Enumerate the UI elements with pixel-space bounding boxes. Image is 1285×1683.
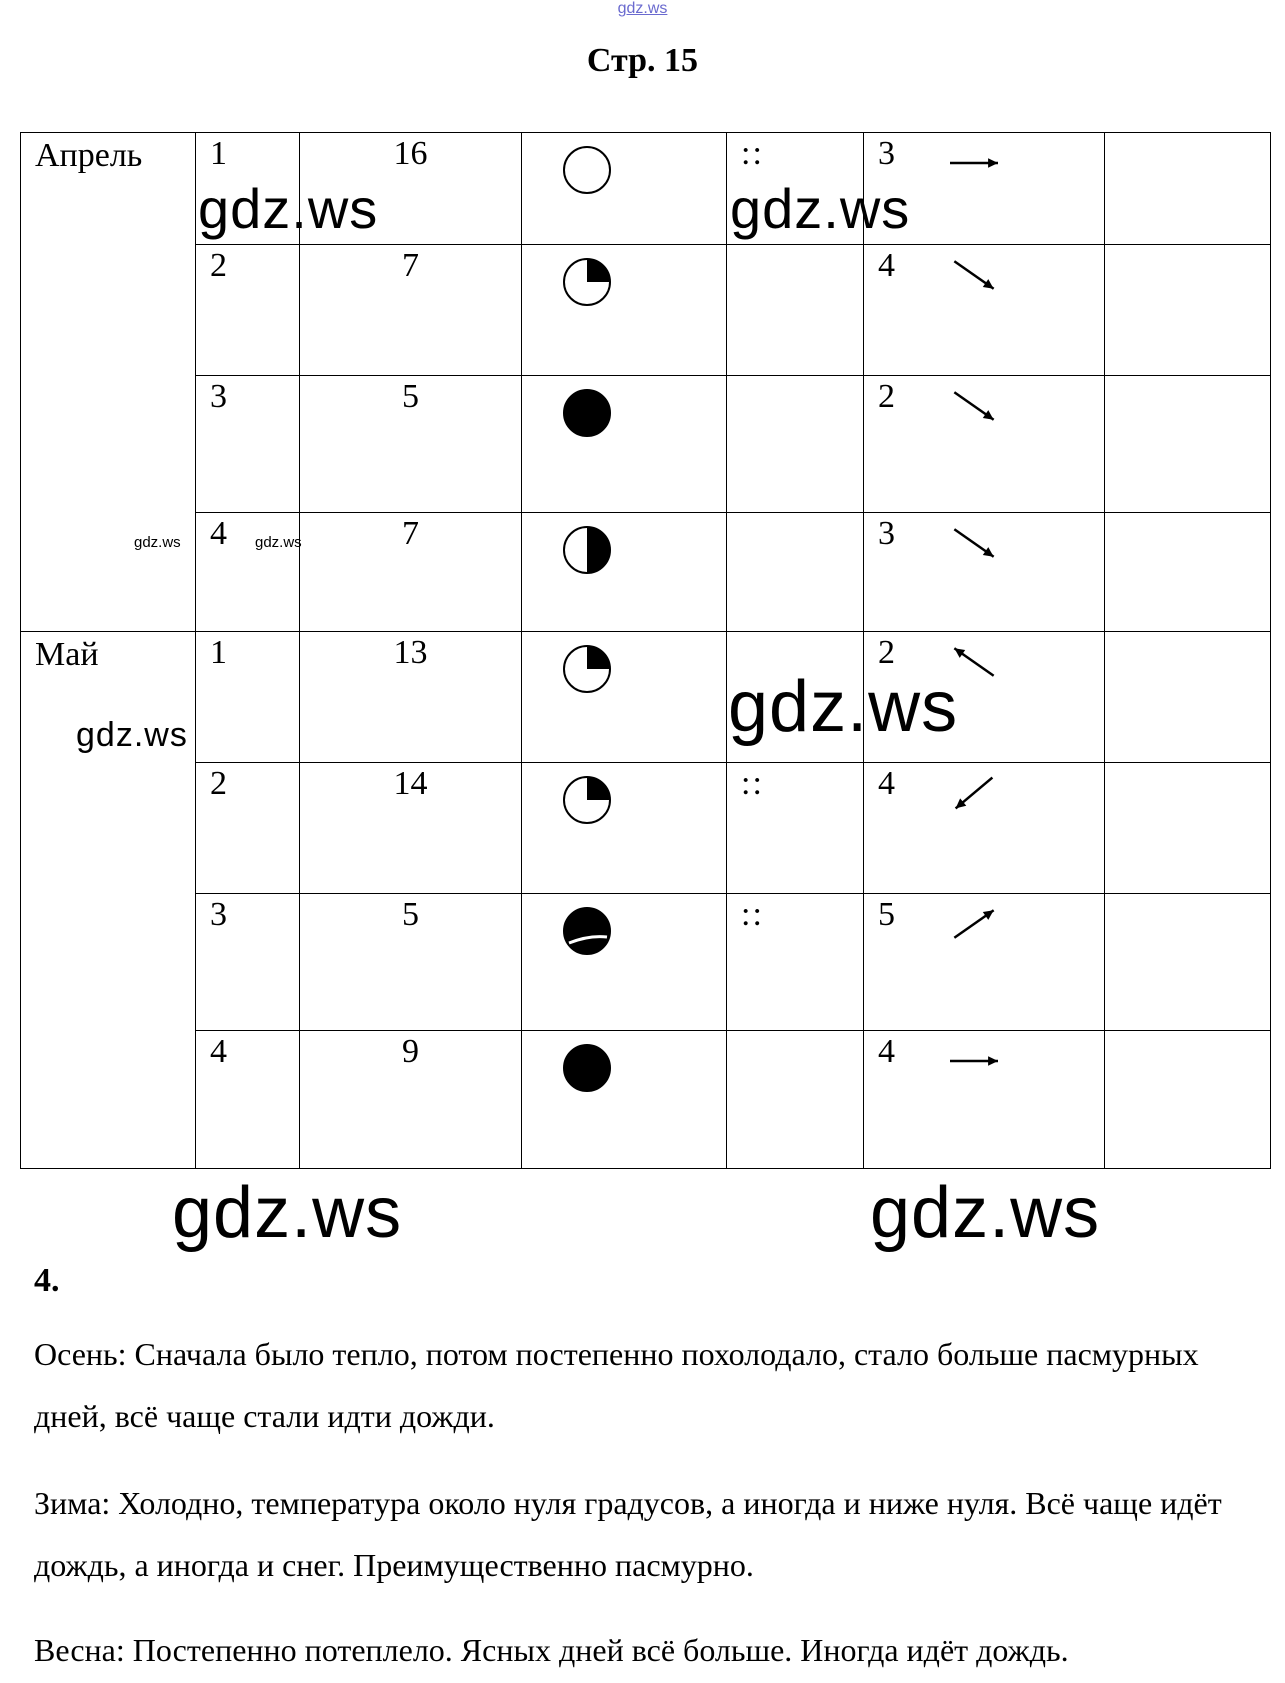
precipitation-cell: [727, 513, 864, 632]
paragraph-winter: Зима: Холодно, температура около нуля градусов, а иногда и ниже нуля. Всё чаще идёт дождь, а иногда и снег. Преимущественно пасмурно.: [34, 1485, 1222, 1583]
wind-direction-arrow-icon: [944, 253, 1004, 303]
day-cell: [196, 763, 300, 894]
day-number: 1: [210, 135, 227, 172]
day-number: 1: [210, 634, 227, 671]
cloudiness-cell: [522, 894, 727, 1031]
temperature-value: 14: [393, 765, 428, 802]
wind-cell: [864, 763, 1105, 894]
empty-cell: [1105, 763, 1271, 894]
cloudiness-cell: [522, 632, 727, 763]
day-number: 3: [210, 896, 227, 933]
paragraph-spring: Весна: Постепенно потеплело. Ясных дней всё больше. Иногда идёт дождь.: [34, 1632, 1069, 1668]
day-number: 3: [210, 378, 227, 415]
temperature-value: 5: [402, 896, 419, 933]
cloudiness-cell: [522, 245, 727, 376]
precipitation-cell: [727, 763, 864, 894]
day-cell: [196, 245, 300, 376]
section-number: 4.: [34, 1262, 60, 1299]
watermark: gdz.ws: [172, 1173, 403, 1253]
month-cell: Апрель: [21, 133, 196, 632]
cloudiness-quarter-icon: [560, 773, 614, 827]
wind-direction-arrow-icon: [944, 521, 1004, 571]
table-row: [21, 513, 1271, 632]
precipitation-cell: [727, 245, 864, 376]
day-number: 2: [210, 247, 227, 284]
empty-cell: [1105, 376, 1271, 513]
wind-force: 4: [878, 247, 895, 284]
wind-cell: [864, 513, 1105, 632]
wind-force: 3: [878, 515, 895, 552]
table-row: [21, 763, 1271, 894]
watermark: gdz.ws: [730, 177, 911, 240]
cloudiness-cell: [522, 376, 727, 513]
table-row: [21, 245, 1271, 376]
weather-table: [20, 132, 1271, 1169]
precipitation-mark: ::: [741, 896, 764, 933]
empty-cell: [1105, 133, 1271, 245]
cloudiness-quarter-icon: [560, 255, 614, 309]
table-row: [21, 894, 1271, 1031]
day-cell: [196, 632, 300, 763]
empty-cell: [1105, 1031, 1271, 1169]
day-number: 4: [210, 1033, 227, 1070]
wind-direction-arrow-icon: [944, 384, 1004, 434]
temperature-cell: [300, 1031, 522, 1169]
wind-cell: [864, 894, 1105, 1031]
empty-cell: [1105, 632, 1271, 763]
watermark: gdz.ws: [198, 177, 379, 240]
temperature-value: 5: [402, 378, 419, 415]
day-cell: [196, 376, 300, 513]
wind-force: 2: [878, 634, 895, 671]
temperature-value: 16: [393, 135, 428, 172]
temperature-cell: [300, 894, 522, 1031]
precipitation-cell: [727, 894, 864, 1031]
page-title: Стр. 15: [586, 42, 699, 79]
table-row: [21, 1031, 1271, 1169]
temperature-value: 9: [402, 1033, 419, 1070]
cloudiness-clear-icon: [560, 143, 614, 197]
wind-cell: [864, 1031, 1105, 1169]
wind-cell: [864, 376, 1105, 513]
watermark: gdz.ws: [728, 667, 959, 747]
wind-direction-arrow-icon: [944, 141, 1004, 191]
wind-force: 2: [878, 378, 895, 415]
cloudiness-mostly-icon: [560, 904, 614, 958]
temperature-value: 7: [402, 247, 419, 284]
cloudiness-overcast-icon: [560, 1041, 614, 1095]
temperature-cell: [300, 376, 522, 513]
wind-cell: [864, 245, 1105, 376]
temperature-value: 7: [402, 515, 419, 552]
table-row: [21, 376, 1271, 513]
wind-direction-arrow-icon: [944, 771, 1004, 821]
table-row: [21, 632, 1271, 763]
watermark: gdz.ws: [255, 534, 302, 551]
wind-force: 4: [878, 765, 895, 802]
temperature-cell: [300, 763, 522, 894]
wind-force: 4: [878, 1033, 895, 1070]
watermark: gdz.ws: [76, 716, 188, 754]
cloudiness-half-icon: [560, 523, 614, 577]
empty-cell: [1105, 513, 1271, 632]
precipitation-mark: ::: [741, 765, 764, 802]
cloudiness-cell: [522, 133, 727, 245]
watermark: gdz.ws: [134, 534, 181, 551]
precipitation-mark: ::: [741, 135, 764, 172]
cloudiness-cell: [522, 763, 727, 894]
month-cell: Май: [21, 632, 196, 1169]
paragraph-autumn: Осень: Сначала было тепло, потом постепенно похолодало, стало больше пасмурных дней, всё чаще стали идти дожди.: [34, 1336, 1199, 1434]
day-cell: [196, 513, 300, 632]
cloudiness-cell: [522, 1031, 727, 1169]
cloudiness-overcast-icon: [560, 386, 614, 440]
wind-direction-arrow-icon: [944, 1039, 1004, 1089]
temperature-cell: [300, 632, 522, 763]
wind-direction-arrow-icon: [944, 902, 1004, 952]
wind-force: 3: [878, 135, 895, 172]
empty-cell: [1105, 245, 1271, 376]
cloudiness-cell: [522, 513, 727, 632]
day-number: 4: [210, 515, 227, 552]
temperature-cell: [300, 513, 522, 632]
precipitation-cell: [727, 376, 864, 513]
watermark: gdz.ws: [870, 1173, 1101, 1253]
precipitation-cell: [727, 1031, 864, 1169]
top-watermark: gdz.ws: [617, 0, 668, 17]
wind-force: 5: [878, 896, 895, 933]
temperature-cell: [300, 245, 522, 376]
temperature-value: 13: [393, 634, 428, 671]
cloudiness-quarter-icon: [560, 642, 614, 696]
empty-cell: [1105, 894, 1271, 1031]
day-number: 2: [210, 765, 227, 802]
day-cell: [196, 1031, 300, 1169]
day-cell: [196, 894, 300, 1031]
